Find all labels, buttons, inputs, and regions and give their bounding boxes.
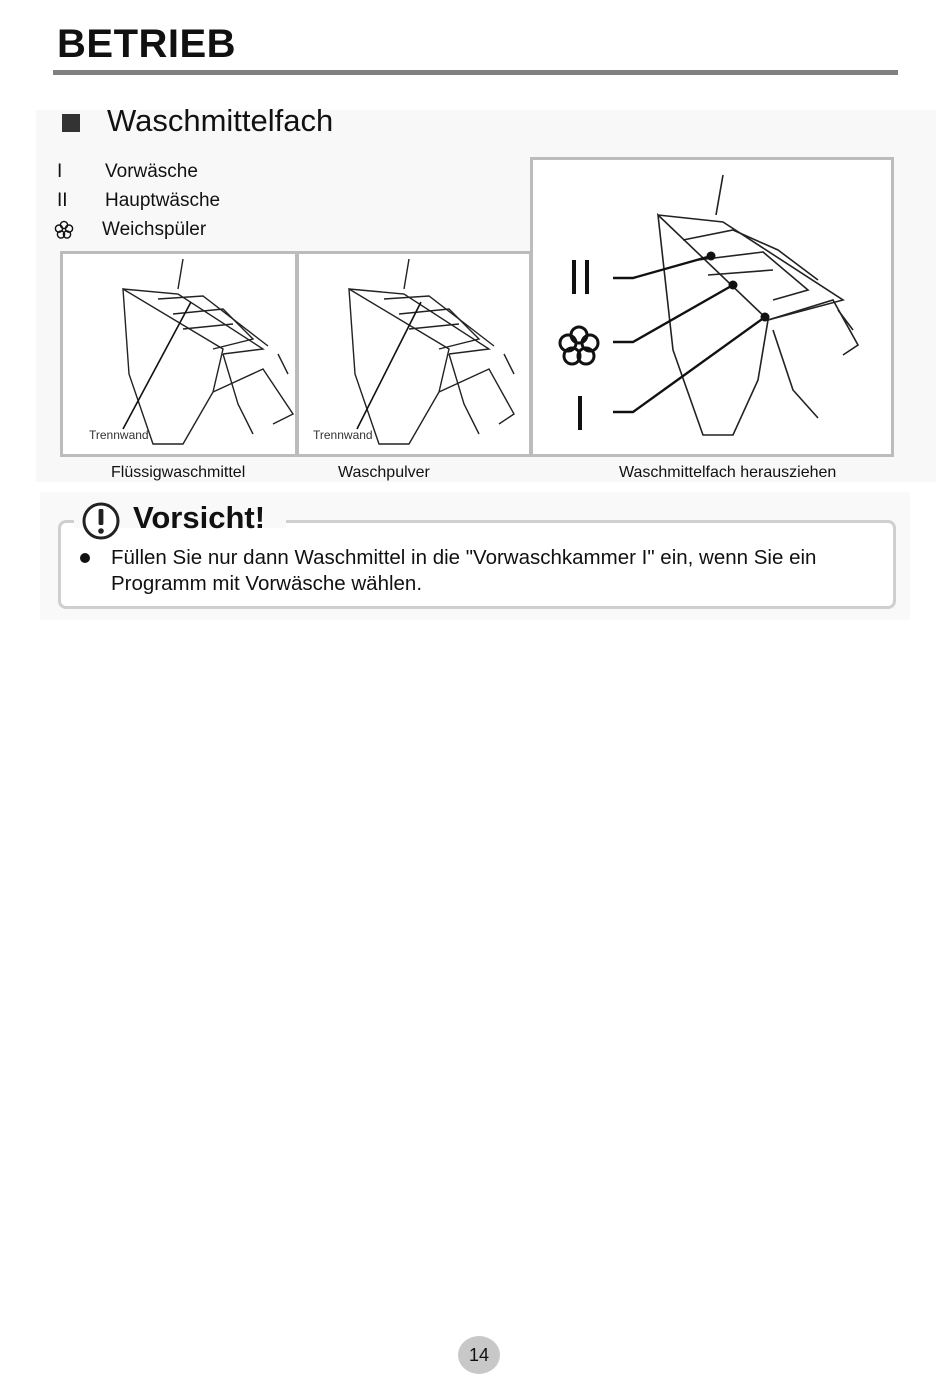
drawer-drawing	[533, 160, 894, 457]
exclamation-circle-icon	[81, 501, 121, 546]
section-bullet-square	[62, 114, 80, 132]
legend-label: Vorwäsche	[105, 161, 198, 182]
callout-symbol-i	[578, 396, 582, 430]
title-rule	[53, 70, 898, 75]
legend-label: Hauptwäsche	[105, 190, 221, 211]
divider-label: Trennwand	[89, 428, 149, 442]
figure-pull-out-drawer	[530, 157, 894, 457]
caption-powder-detergent: Waschpulver	[338, 464, 430, 481]
page-number: 14	[458, 1336, 500, 1374]
legend-label: Weichspüler	[102, 219, 207, 240]
caption-pull-out-drawer: Waschmittelfach herausziehen	[619, 464, 837, 481]
drawer-drawing	[299, 254, 532, 457]
legend-symbol-ii: II	[57, 190, 68, 211]
divider-label: Trennwand	[313, 428, 373, 442]
flower-icon	[560, 327, 598, 364]
caution-text: Füllen Sie nur dann Waschmittel in die "Vorwaschkammer I" ein, wenn Sie ein Programm mit Vorwäsche wählen.	[111, 546, 817, 595]
drawer-drawing	[63, 254, 298, 457]
bullet-icon	[80, 553, 90, 563]
page-title: BETRIEB	[57, 22, 237, 66]
caption-liquid-detergent: Flüssigwaschmittel	[111, 464, 246, 481]
callout-symbol-ii	[572, 260, 589, 294]
legend-symbol-i: I	[57, 161, 63, 182]
caution-title: Vorsicht!	[133, 500, 266, 535]
figure-liquid-detergent	[60, 251, 298, 457]
callout-lines	[613, 256, 765, 412]
figure-powder-detergent	[296, 251, 532, 457]
section-title: Waschmittelfach	[107, 103, 334, 138]
